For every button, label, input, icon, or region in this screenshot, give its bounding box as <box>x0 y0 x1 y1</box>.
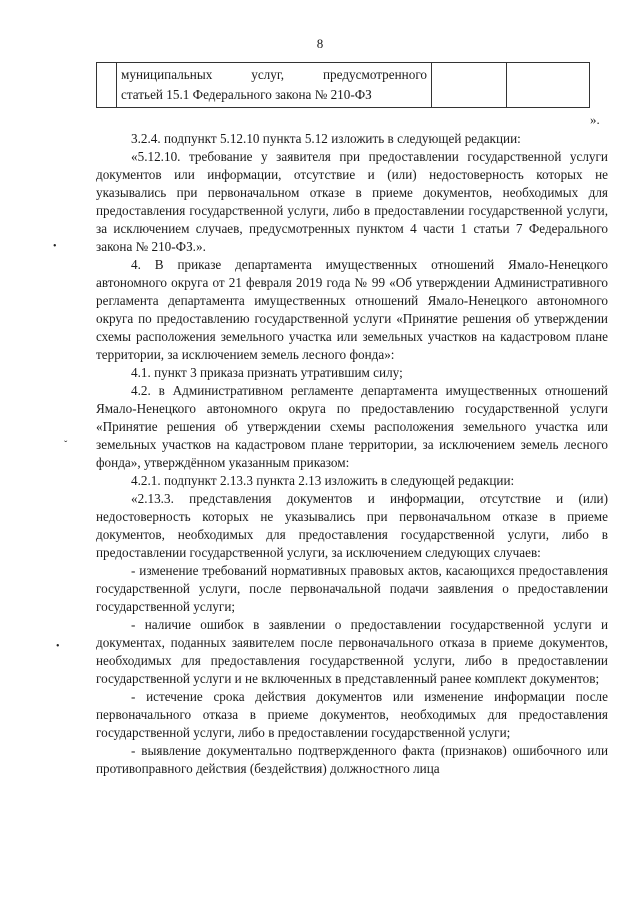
paragraph: 4.2. в Административном регламенте департамента имущественных отношений Ямало-Ненецкого автономного округа по предоставлению государственной услуги «Принятие решения об утверждении схемы расположения земельного участка или земельных участков на кадастровом плане территории, за исключением земель лесного фонда», утверждённом указанным приказом: <box>96 383 608 470</box>
paragraph: 3.2.4. подпункт 5.12.10 пункта 5.12 изложить в следующей редакции: <box>131 131 521 146</box>
table-cell-line: муниципальных услуг, предусмотренного <box>121 67 427 82</box>
paragraph: - выявление документально подтвержденного факта (признаков) ошибочного или противоправного действия (бездействия) должностного лица <box>96 743 608 776</box>
document-body <box>96 130 608 778</box>
table-cell-line: статьей 15.1 Федерального закона № 210-ФЗ <box>121 87 372 102</box>
page-number: 8 <box>316 36 324 51</box>
paragraph: «2.13.3. представления документов и информации, отсутствие и (или) недостоверность которых не указывались при первоначальном отказе в приеме документов, необходимых для предоставления государственной услуги, либо в предоставлении государственной услуги, за исключением следующих случаев: <box>96 491 608 560</box>
paragraph: - истечение срока действия документов или изменение информации после первоначального отказа в приеме документов, необходимых для предоставления государственной услуги, либо в предоставлении государственной услуги; <box>96 689 608 740</box>
paragraph: 4.1. пункт 3 приказа признать утратившим силу; <box>131 365 403 380</box>
table-cell-empty <box>432 63 507 108</box>
paragraph: - наличие ошибок в заявлении о предоставлении государственной услуги и документах, поданных заявителем после первоначального отказа в приеме документов, необходимых для предоставления государственной услуги, либо в предоставлении государственной услуги и не включенных в представленный ранее комплект документов; <box>96 617 608 686</box>
table-row <box>97 63 590 108</box>
table-cell-empty <box>507 63 590 108</box>
paragraph: - изменение требований нормативных правовых актов, касающихся предоставления государственной услуги, после первоначальной подачи заявления о предоставлении государственной услуги; <box>96 563 608 614</box>
scan-mark-dot: • <box>56 641 60 652</box>
scan-mark-dot: ˇ <box>64 440 68 451</box>
scan-mark-dot: • <box>53 241 57 252</box>
paragraph: «5.12.10. требование у заявителя при предоставлении государственной услуги документов или информации, отсутствие и (или) недостоверность которых не указывались при первоначальном отказе в приеме документов, необходимых для предоставления государственной услуги, либо в предоставлении государственной услуги, за исключением случаев, предусмотренных пунктом 4 части 1 статьи 7 Федерального закона № 210-ФЗ.». <box>96 149 608 254</box>
paragraph: 4.2.1. подпункт 2.13.3 пункта 2.13 изложить в следующей редакции: <box>131 473 515 488</box>
table-cell-text <box>117 63 432 108</box>
paragraph: 4. В приказе департамента имущественных отношений Ямало-Ненецкого автономного округа от 21 февраля 2019 года № 99 «Об утверждении Административного регламента департамента имущественных отношений Ямало-Ненецкого автономного округа по предоставлению государственной услуги «Принятие решения об утверждении схемы расположения земельного участка или земельных участков на кадастровом плане территории, за исключением земель лесного фонда»: <box>96 257 608 362</box>
closing-quote: ». <box>590 112 600 127</box>
table-cell-number <box>97 63 117 108</box>
services-table <box>96 62 590 108</box>
